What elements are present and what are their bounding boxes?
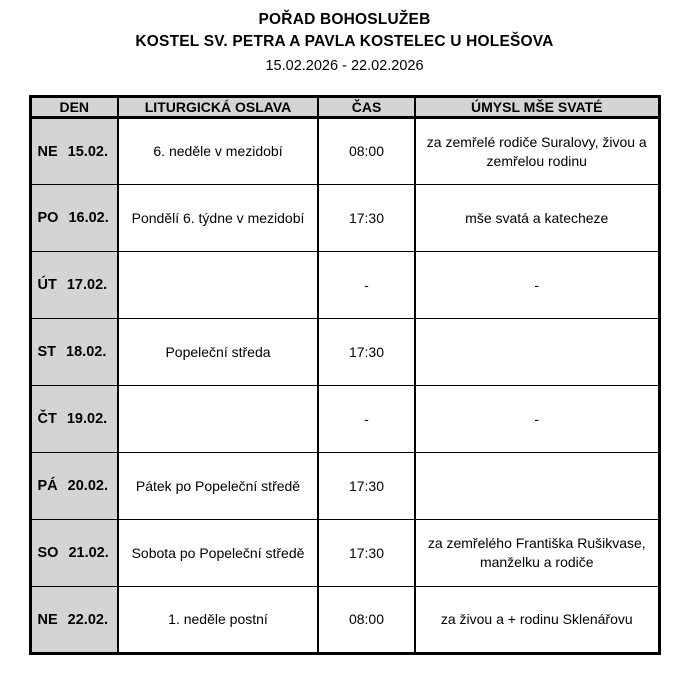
day-cell <box>30 386 118 453</box>
day-date: 22.02. <box>67 611 108 628</box>
time-cell: 17:30 <box>318 319 415 386</box>
time-cell: 08:00 <box>318 587 415 654</box>
day-abbreviation: ÚT <box>37 277 57 293</box>
celebration-cell: Popeleční středa <box>118 319 318 386</box>
intention-cell: mše svatá a katecheze <box>415 185 659 252</box>
celebration-cell: 1. neděle postní <box>118 587 318 654</box>
time-cell: 17:30 <box>318 453 415 520</box>
day-abbreviation: SO <box>37 545 59 561</box>
table-row <box>30 520 659 587</box>
intention-cell: za živou a + rodinu Sklenářovu <box>415 587 659 654</box>
celebration-cell: 6. neděle v mezidobí <box>118 118 318 185</box>
intention-cell: - <box>415 386 659 453</box>
time-cell: 17:30 <box>318 520 415 587</box>
day-abbreviation: PO <box>37 210 59 226</box>
day-date: 21.02. <box>68 545 109 561</box>
table-row <box>30 319 659 386</box>
day-cell <box>30 520 118 587</box>
day-abbreviation: NE <box>37 611 58 628</box>
time-cell: - <box>318 252 415 319</box>
table-row <box>30 453 659 520</box>
day-cell <box>30 118 118 185</box>
day-cell <box>30 319 118 386</box>
celebration-cell: Pátek po Popeleční středě <box>118 453 318 520</box>
table-header-row <box>30 97 659 118</box>
intention-cell <box>415 453 659 520</box>
table-body <box>30 118 659 654</box>
title-block <box>0 0 689 74</box>
table-row <box>30 252 659 319</box>
page-title: POŘAD BOHOSLUŽEB <box>258 11 431 28</box>
table-row <box>30 587 659 654</box>
day-abbreviation: PÁ <box>37 478 58 494</box>
day-abbreviation: NE <box>37 143 58 160</box>
column-header-day: DEN <box>30 97 118 118</box>
intention-cell: - <box>415 252 659 319</box>
day-cell <box>30 252 118 319</box>
day-cell <box>30 587 118 654</box>
column-header-intention: ÚMYSL MŠE SVATÉ <box>415 97 659 118</box>
day-date: 15.02. <box>67 143 108 160</box>
day-cell <box>30 453 118 520</box>
day-abbreviation: ČT <box>37 411 57 427</box>
celebration-cell <box>118 252 318 319</box>
day-date: 16.02. <box>68 210 109 226</box>
church-name: KOSTEL SV. PETRA A PAVLA KOSTELEC U HOLEŠOVA <box>135 33 554 50</box>
time-cell: - <box>318 386 415 453</box>
table-header <box>30 97 659 118</box>
date-range: 15.02.2026 - 22.02.2026 <box>265 58 424 74</box>
day-date: 18.02. <box>66 344 107 360</box>
day-abbreviation: ST <box>37 344 57 360</box>
table-row <box>30 185 659 252</box>
day-cell <box>30 185 118 252</box>
schedule-table <box>29 95 661 655</box>
column-header-celebration: LITURGICKÁ OSLAVA <box>118 97 318 118</box>
day-date: 17.02. <box>66 277 108 293</box>
table-row <box>30 386 659 453</box>
time-cell: 17:30 <box>318 185 415 252</box>
table-row <box>30 118 659 185</box>
celebration-cell: Pondělí 6. týdne v mezidobí <box>118 185 318 252</box>
intention-cell: za zemřelého Františka Rušikvase, manželku a rodiče <box>415 520 659 587</box>
day-date: 19.02. <box>66 411 108 427</box>
intention-cell <box>415 319 659 386</box>
celebration-cell: Sobota po Popeleční středě <box>118 520 318 587</box>
celebration-cell <box>118 386 318 453</box>
column-header-time: ČAS <box>318 97 415 118</box>
intention-cell: za zemřelé rodiče Suralovy, živou a zemřelou rodinu <box>415 118 659 185</box>
time-cell: 08:00 <box>318 118 415 185</box>
day-date: 20.02. <box>67 478 108 494</box>
